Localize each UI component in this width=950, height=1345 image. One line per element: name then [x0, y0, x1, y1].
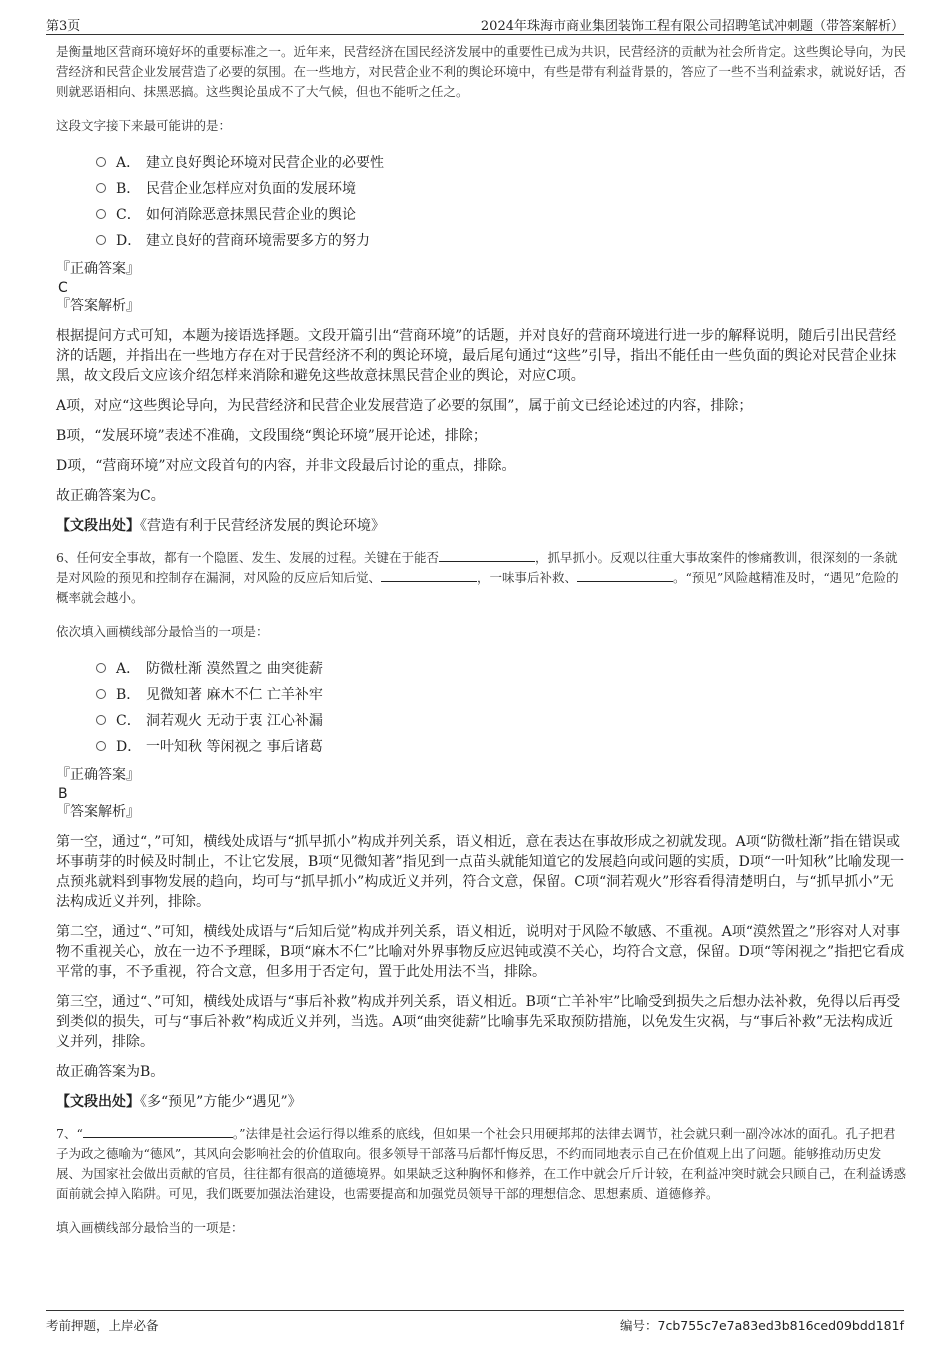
- blank-1: [83, 1125, 233, 1138]
- footer-slogan: 考前押题，上岸必备: [46, 1318, 159, 1333]
- q6-source: 【文段出处】《多“预见”方能少“遇见”》: [56, 1094, 302, 1110]
- q5-analysis-paragraph: A项，对应“这些舆论导向，为民营经济和民营企业发展营造了必要的氛围”，属于前文已经论述过的内容，排除；: [56, 398, 753, 414]
- q6-options: [96, 656, 906, 760]
- footer-code: 编号：7cb755c7e7a83ed3b816ced09bdd181f: [619, 1318, 904, 1333]
- q5-passage: 是衡量地区营商环境好坏的重要标准之一。近年来，民营经济在国民经济发展中的重要性已成为共识，民营经济的贡献为社会所肯定。这些舆论导向，为民营经济和民营企业发展营造了必要的氛围。在一些地方，对民营企业不利的舆论环境中，有些是带有利益背景的，答应了一些不当利益索求，就说好话，否则就恶语相向、抹黑恶搞。这些舆论虽成不了大气候，但也不能听之任之。: [56, 44, 907, 99]
- radio-icon[interactable]: [96, 183, 106, 193]
- radio-icon[interactable]: [96, 715, 106, 725]
- q6-analysis-paragraph: 第二空，通过“、”可知，横线处成语与“后知后觉”构成并列关系，语义相近，说明对于风险不敏感、不重视。A项“漠然置之”形容对人对事物不重视关心，放在一边不予理睬，B项“麻木不仁”比喻对外界事物反应迟钝或漠不关心，均符合文意，保留。D项“等闲视之”指把它看成平常的事，不予重视，符合文意，但多用于否定句，置于此处用法不当，排除。: [56, 924, 905, 980]
- page-content: [56, 42, 906, 1238]
- q6-analysis: [56, 832, 906, 1082]
- radio-icon[interactable]: [96, 689, 106, 699]
- q5-options: [96, 150, 906, 254]
- page-header: [46, 12, 904, 35]
- blank-2: [381, 569, 477, 582]
- q6-question: 依次填入画横线部分最恰当的一项是：: [56, 624, 269, 639]
- q6-option-a[interactable]: A． 防微杜渐 漠然置之 曲突徙薪: [96, 656, 906, 682]
- q5-analysis-label: 『答案解析』: [56, 298, 140, 314]
- blank-1: [439, 549, 535, 562]
- q6-analysis-label: 『答案解析』: [56, 804, 140, 820]
- q6-answer-label: 『正确答案』: [56, 767, 140, 783]
- page-number: 第3页: [46, 19, 81, 34]
- q6-option-b[interactable]: B． 见微知著 麻木不仁 亡羊补牢: [96, 682, 906, 708]
- q7-question: 填入画横线部分最恰当的一项是：: [56, 1220, 244, 1235]
- q5-option-c[interactable]: C． 如何消除恶意抹黑民营企业的舆论: [96, 202, 906, 228]
- q7-passage: 7、“ 。”法律是社会运行得以维系的底线，但如果一个社会只用硬邦邦的法律去调节，社会就只剩一副冷冰冰的面孔。孔子把君子为政之德喻为“德风”，其风向会影响社会的价值取向。很多领导干部落马后都忏悔反思，不约而同地表示自己在价值观上出了问题。能够推动历史发展、为国家社会做出贡献的官员，往往都有很高的道德境界。如果缺乏这种胸怀和修养，在工作中就会斤斤计较，在利益冲突时就会只顾自己，在利益诱惑面前就会掉入陷阱。可见，我们既要加强法治建设，也需要提高和加强党员领导干部的理想信念、思想素质、道德修养。: [56, 1126, 907, 1201]
- q6-analysis-paragraph: 故正确答案为B。: [56, 1064, 165, 1080]
- q5-analysis-paragraph: 根据提问方式可知，本题为接语选择题。文段开篇引出“营商环境”的话题，并对良好的营商环境进行进一步的解释说明，随后引出民营经济的话题，并指出在一些地方存在对于民营经济不利的舆论环境，最后尾句通过“这些”引导，指出不能任由一些负面的舆论对民营企业抹黑，故文段后文应该介绍怎样来消除和避免这些故意抹黑民营企业的舆论，对应C项。: [56, 328, 897, 384]
- q5-analysis-paragraph: D项，“营商环境”对应文段首句的内容，并非文段最后讨论的重点，排除。: [56, 458, 516, 474]
- q6-analysis-paragraph: 第三空，通过“、”可知，横线处成语与“事后补救”构成并列关系，语义相近。B项“亡羊补牢”比喻受到损失之后想办法补救，免得以后再受到类似的损失，可与“事后补救”构成近义并列，当选。A项“曲突徙薪”比喻事先采取预防措施，以免发生灾祸，与“事后补救”无法构成近义并列，排除。: [56, 994, 901, 1050]
- q5-answer: C: [58, 280, 68, 296]
- q5-source: 【文段出处】《营造有利于民营经济发展的舆论环境》: [56, 518, 385, 534]
- q5-question: 这段文字接下来最可能讲的是：: [56, 118, 232, 133]
- q5-answer-label: 『正确答案』: [56, 261, 140, 277]
- q5-analysis-paragraph: 故正确答案为C。: [56, 488, 165, 504]
- page-footer: [46, 1310, 904, 1337]
- q6-passage: 6、任何安全事故，都有一个隐匿、发生、发展的过程。关键在于能否 ，抓早抓小。反观以往重大事故案件的惨痛教训，很深刻的一条就是对风险的预见和控制存在漏洞，对风险的反应后知后觉、 ，一味事后补救、 。“预见”风险越精准及时，“遇见”危险的概率就会越小。: [56, 550, 899, 605]
- q5-option-a[interactable]: A． 建立良好舆论环境对民营企业的必要性: [96, 150, 906, 176]
- document-title: 2024年珠海市商业集团装饰工程有限公司招聘笔试冲刺题（带答案解析）: [480, 19, 904, 34]
- radio-icon[interactable]: [96, 235, 106, 245]
- q5-option-b[interactable]: B． 民营企业怎样应对负面的发展环境: [96, 176, 906, 202]
- q6-analysis-paragraph: 第一空，通过“，”可知，横线处成语与“抓早抓小”构成并列关系，语义相近，意在表达在事故形成之初就发现。A项“防微杜渐”指在错误或坏事萌芽的时候及时制止，不让它发展，B项“见微知著”指见到一点苗头就能知道它的发展趋向或问题的实质，D项“一叶知秋”比喻发现一点预兆就料到事物发展的趋向，均可与“抓早抓小”构成近义并列，符合文意，保留。C项“洞若观火”形容看得清楚明白，与“抓早抓小”无法构成近义并列，排除。: [56, 834, 905, 910]
- q5-analysis: [56, 326, 906, 506]
- radio-icon[interactable]: [96, 157, 106, 167]
- q6-option-d[interactable]: D． 一叶知秋 等闲视之 事后诸葛: [96, 734, 906, 760]
- radio-icon[interactable]: [96, 663, 106, 673]
- q5-option-d[interactable]: D． 建立良好的营商环境需要多方的努力: [96, 228, 906, 254]
- q6-answer: B: [58, 786, 68, 802]
- q6-option-c[interactable]: C． 洞若观火 无动于衷 江心补漏: [96, 708, 906, 734]
- q5-analysis-paragraph: B项，“发展环境”表述不准确，文段围绕“舆论环境”展开论述，排除；: [56, 428, 487, 444]
- radio-icon[interactable]: [96, 741, 106, 751]
- blank-3: [577, 569, 673, 582]
- radio-icon[interactable]: [96, 209, 106, 219]
